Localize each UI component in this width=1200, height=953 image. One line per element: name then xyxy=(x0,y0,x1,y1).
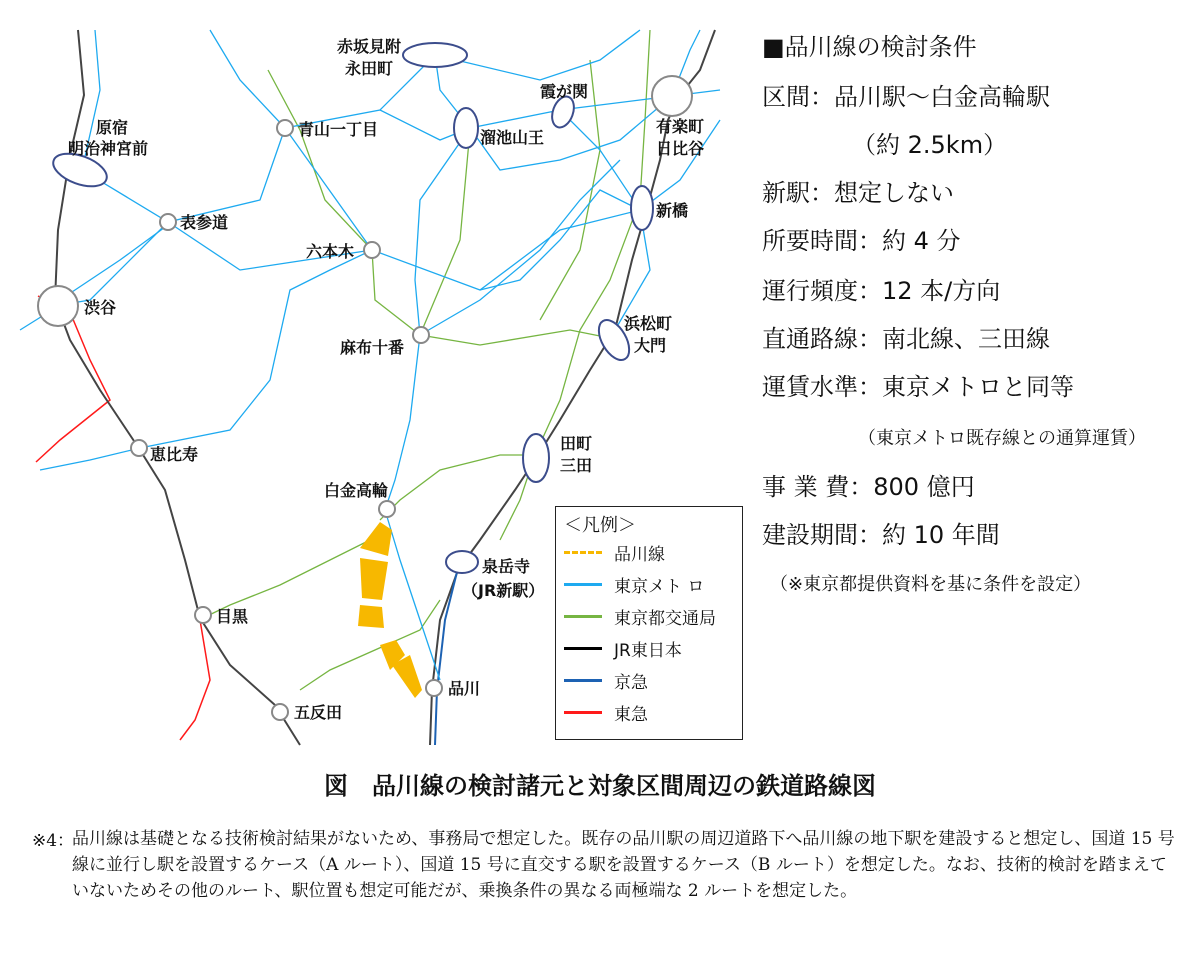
tokyu-lines xyxy=(36,296,210,740)
station-tameike xyxy=(454,108,478,148)
legend-label: 東京都交通局 xyxy=(614,608,716,629)
legend-label: 東京メト ロ xyxy=(614,576,705,597)
label-kasumigaseki: 霞が関 xyxy=(540,82,589,101)
station-akasaka xyxy=(403,43,467,67)
label-shibuya: 渋谷 xyxy=(84,298,117,317)
station-tamachi xyxy=(523,434,549,482)
station-yurakucho xyxy=(652,76,692,116)
label-yurakucho-1: 有楽町 xyxy=(656,117,705,136)
station-sengakuji xyxy=(446,551,478,573)
label-hamamatsucho-1: 浜松町 xyxy=(624,314,673,333)
condition-cost: 事 業 費：800 億円 xyxy=(762,473,975,501)
station-ebisu xyxy=(131,440,147,456)
label-harajuku-1: 原宿 xyxy=(96,118,129,137)
label-sengakuji-2: （JR新駅） xyxy=(462,581,545,600)
keikyu-lines xyxy=(435,560,460,745)
label-shirokane: 白金高輪 xyxy=(324,481,389,500)
label-sengakuji-1: 泉岳寺 xyxy=(482,557,531,576)
condition-frequency: 運行頻度：12 本/方向 xyxy=(762,277,1001,305)
shinagawa-line xyxy=(358,522,422,698)
legend-label: 東急 xyxy=(614,704,648,725)
label-akasaka-1: 赤坂見附 xyxy=(337,37,402,56)
label-gotanda: 五反田 xyxy=(294,703,343,722)
station-meguro xyxy=(195,607,211,623)
label-omotesando: 表参道 xyxy=(180,213,229,232)
legend-title: ＜凡例＞ xyxy=(564,515,636,536)
legend-item-keikyu xyxy=(564,667,648,693)
label-tamachi-2: 三田 xyxy=(560,456,593,475)
station-shimbashi xyxy=(631,186,653,230)
legend-label: 京急 xyxy=(614,672,648,693)
label-yurakucho-2: 日比谷 xyxy=(656,139,705,158)
station-gotanda xyxy=(272,704,288,720)
label-shimbashi: 新橋 xyxy=(656,201,689,220)
label-tamachi-1: 田町 xyxy=(560,434,593,453)
legend xyxy=(555,506,743,740)
condition-distance: （約 2.5km） xyxy=(852,131,1008,159)
station-shinagawa xyxy=(426,680,442,696)
condition-travel-time: 所要時間：約 4 分 xyxy=(762,227,961,255)
label-roppongi: 六本木 xyxy=(306,242,355,261)
legend-item-shinagawa xyxy=(564,539,665,565)
station-omotesando xyxy=(160,214,176,230)
label-meguro: 目黒 xyxy=(216,607,249,626)
label-hamamatsucho-2: 大門 xyxy=(634,336,667,355)
station-aoyama xyxy=(277,120,293,136)
label-harajuku-2: 明治神宮前 xyxy=(68,139,149,158)
label-aoyama: 青山一丁目 xyxy=(298,120,379,139)
legend-item-jr xyxy=(564,635,682,661)
label-azabu: 麻布十番 xyxy=(340,338,405,357)
legend-item-tokyu xyxy=(564,699,648,725)
figure-caption: 図 品川線の検討諸元と対象区間周辺の鉄道路線図 xyxy=(324,772,876,800)
station-shirokane xyxy=(379,501,395,517)
condition-construction-period: 建設期間：約 10 年間 xyxy=(762,521,1000,549)
footnote-marker: ※4： xyxy=(32,831,75,851)
legend-item-toei xyxy=(564,603,716,629)
station-shibuya xyxy=(38,286,78,326)
condition-fare-note: （東京メトロ既存線との通算運賃） xyxy=(858,428,1146,449)
condition-through-lines: 直通路線：南北線、三田線 xyxy=(762,325,1050,353)
condition-new-station: 新駅：想定しない xyxy=(762,179,954,207)
legend-label: JR東日本 xyxy=(614,640,682,661)
station-azabu xyxy=(413,327,429,343)
legend-item-metro xyxy=(564,571,704,597)
condition-source-note: （※東京都提供資料を基に条件を設定） xyxy=(770,574,1092,595)
legend-label: 品川線 xyxy=(614,544,665,565)
condition-fare-level: 運賃水準：東京メトロと同等 xyxy=(762,373,1074,401)
station-roppongi xyxy=(364,242,380,258)
conditions-heading: ■品川線の検討条件 xyxy=(762,33,977,61)
footnote-text: 品川線は基礎となる技術検討結果がないため、事務局で想定した。既存の品川駅の周辺道路下へ品川線の地下駅を建設すると想定し、国道 15 号線に並行し駅を設置するケース（A ルート）、国道 15 号に直交する駅を設置するケース（B ルート）を想定した。なお、技術的検討を踏まえていないためその他のルート、駅位置も想定可能だが、乗換条件の異なる両極端な 2 ルートを想定した。 xyxy=(72,829,1175,901)
label-ebisu: 恵比寿 xyxy=(150,445,199,464)
condition-section: 区間：品川駅～白金高輪駅 xyxy=(762,83,1050,111)
label-tameike: 溜池山王 xyxy=(480,128,545,147)
label-shinagawa: 品川 xyxy=(448,679,481,698)
label-akasaka-2: 永田町 xyxy=(345,59,394,78)
